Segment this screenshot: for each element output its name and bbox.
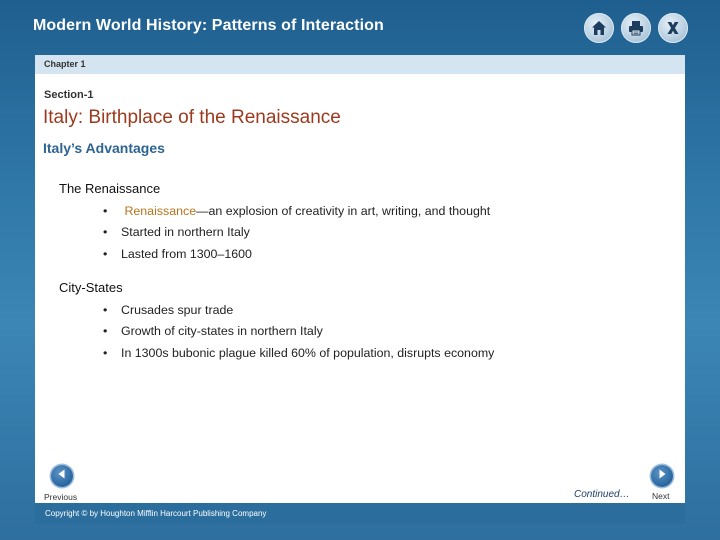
subtitle: Italy’s Advantages [43,140,165,156]
arrow-right-icon [656,467,668,485]
list-item: • Started in northern Italy [103,225,250,240]
printer-icon [627,19,645,37]
renaissance-bullets [103,201,490,265]
section-label: Section-1 [44,89,94,101]
home-button[interactable] [584,13,614,43]
app-title: Modern World History: Patterns of Interaction [33,17,384,34]
list-item: • Lasted from 1300–1600 [103,246,252,261]
bullet-text: —an explosion of creativity in art, writing, and thought [196,204,491,218]
print-button[interactable] [621,13,651,43]
bullet-text: Growth of city-states in northern Italy [121,324,323,339]
bullet-text: In 1300s bubonic plague killed 60% of population, disrupts economy [121,345,495,360]
next-label[interactable]: Next [652,491,670,501]
close-icon [664,19,682,37]
list-item: • Crusades spur trade [103,303,234,317]
bullet-text: Lasted from 1300–1600 [121,246,252,261]
city-states-heading: City-States [59,280,123,295]
bullet-text: Crusades spur trade [121,303,234,317]
bullet-text: Started in northern Italy [121,225,250,240]
footer-bar [35,503,685,524]
renaissance-heading: The Renaissance [59,181,161,196]
next-button[interactable] [651,465,673,487]
page-title: Italy: Birthplace of the Renaissance [43,107,341,128]
previous-label[interactable]: Previous [44,492,78,502]
chapter-label: Chapter 1 [44,59,86,69]
continued-label: Continued… [574,489,630,500]
close-button[interactable] [658,13,688,43]
slide-content [35,74,685,503]
copyright-text: Copyright © by Houghton Mifflin Harcourt Publishing Company [45,509,267,518]
term-highlight: Renaissance [124,204,197,218]
list-item: • In 1300s bubonic plague killed 60% of population, disrupts economy [103,345,495,360]
previous-button[interactable] [51,465,73,487]
city-states-bullets [103,300,494,364]
arrow-left-icon [56,467,68,485]
home-icon [590,19,608,37]
list-item: • Renaissance—an explosion of creativity in art, writing, and thought [103,204,491,218]
chapter-bar [35,55,685,74]
list-item: • Growth of city-states in northern Italy [103,324,323,339]
